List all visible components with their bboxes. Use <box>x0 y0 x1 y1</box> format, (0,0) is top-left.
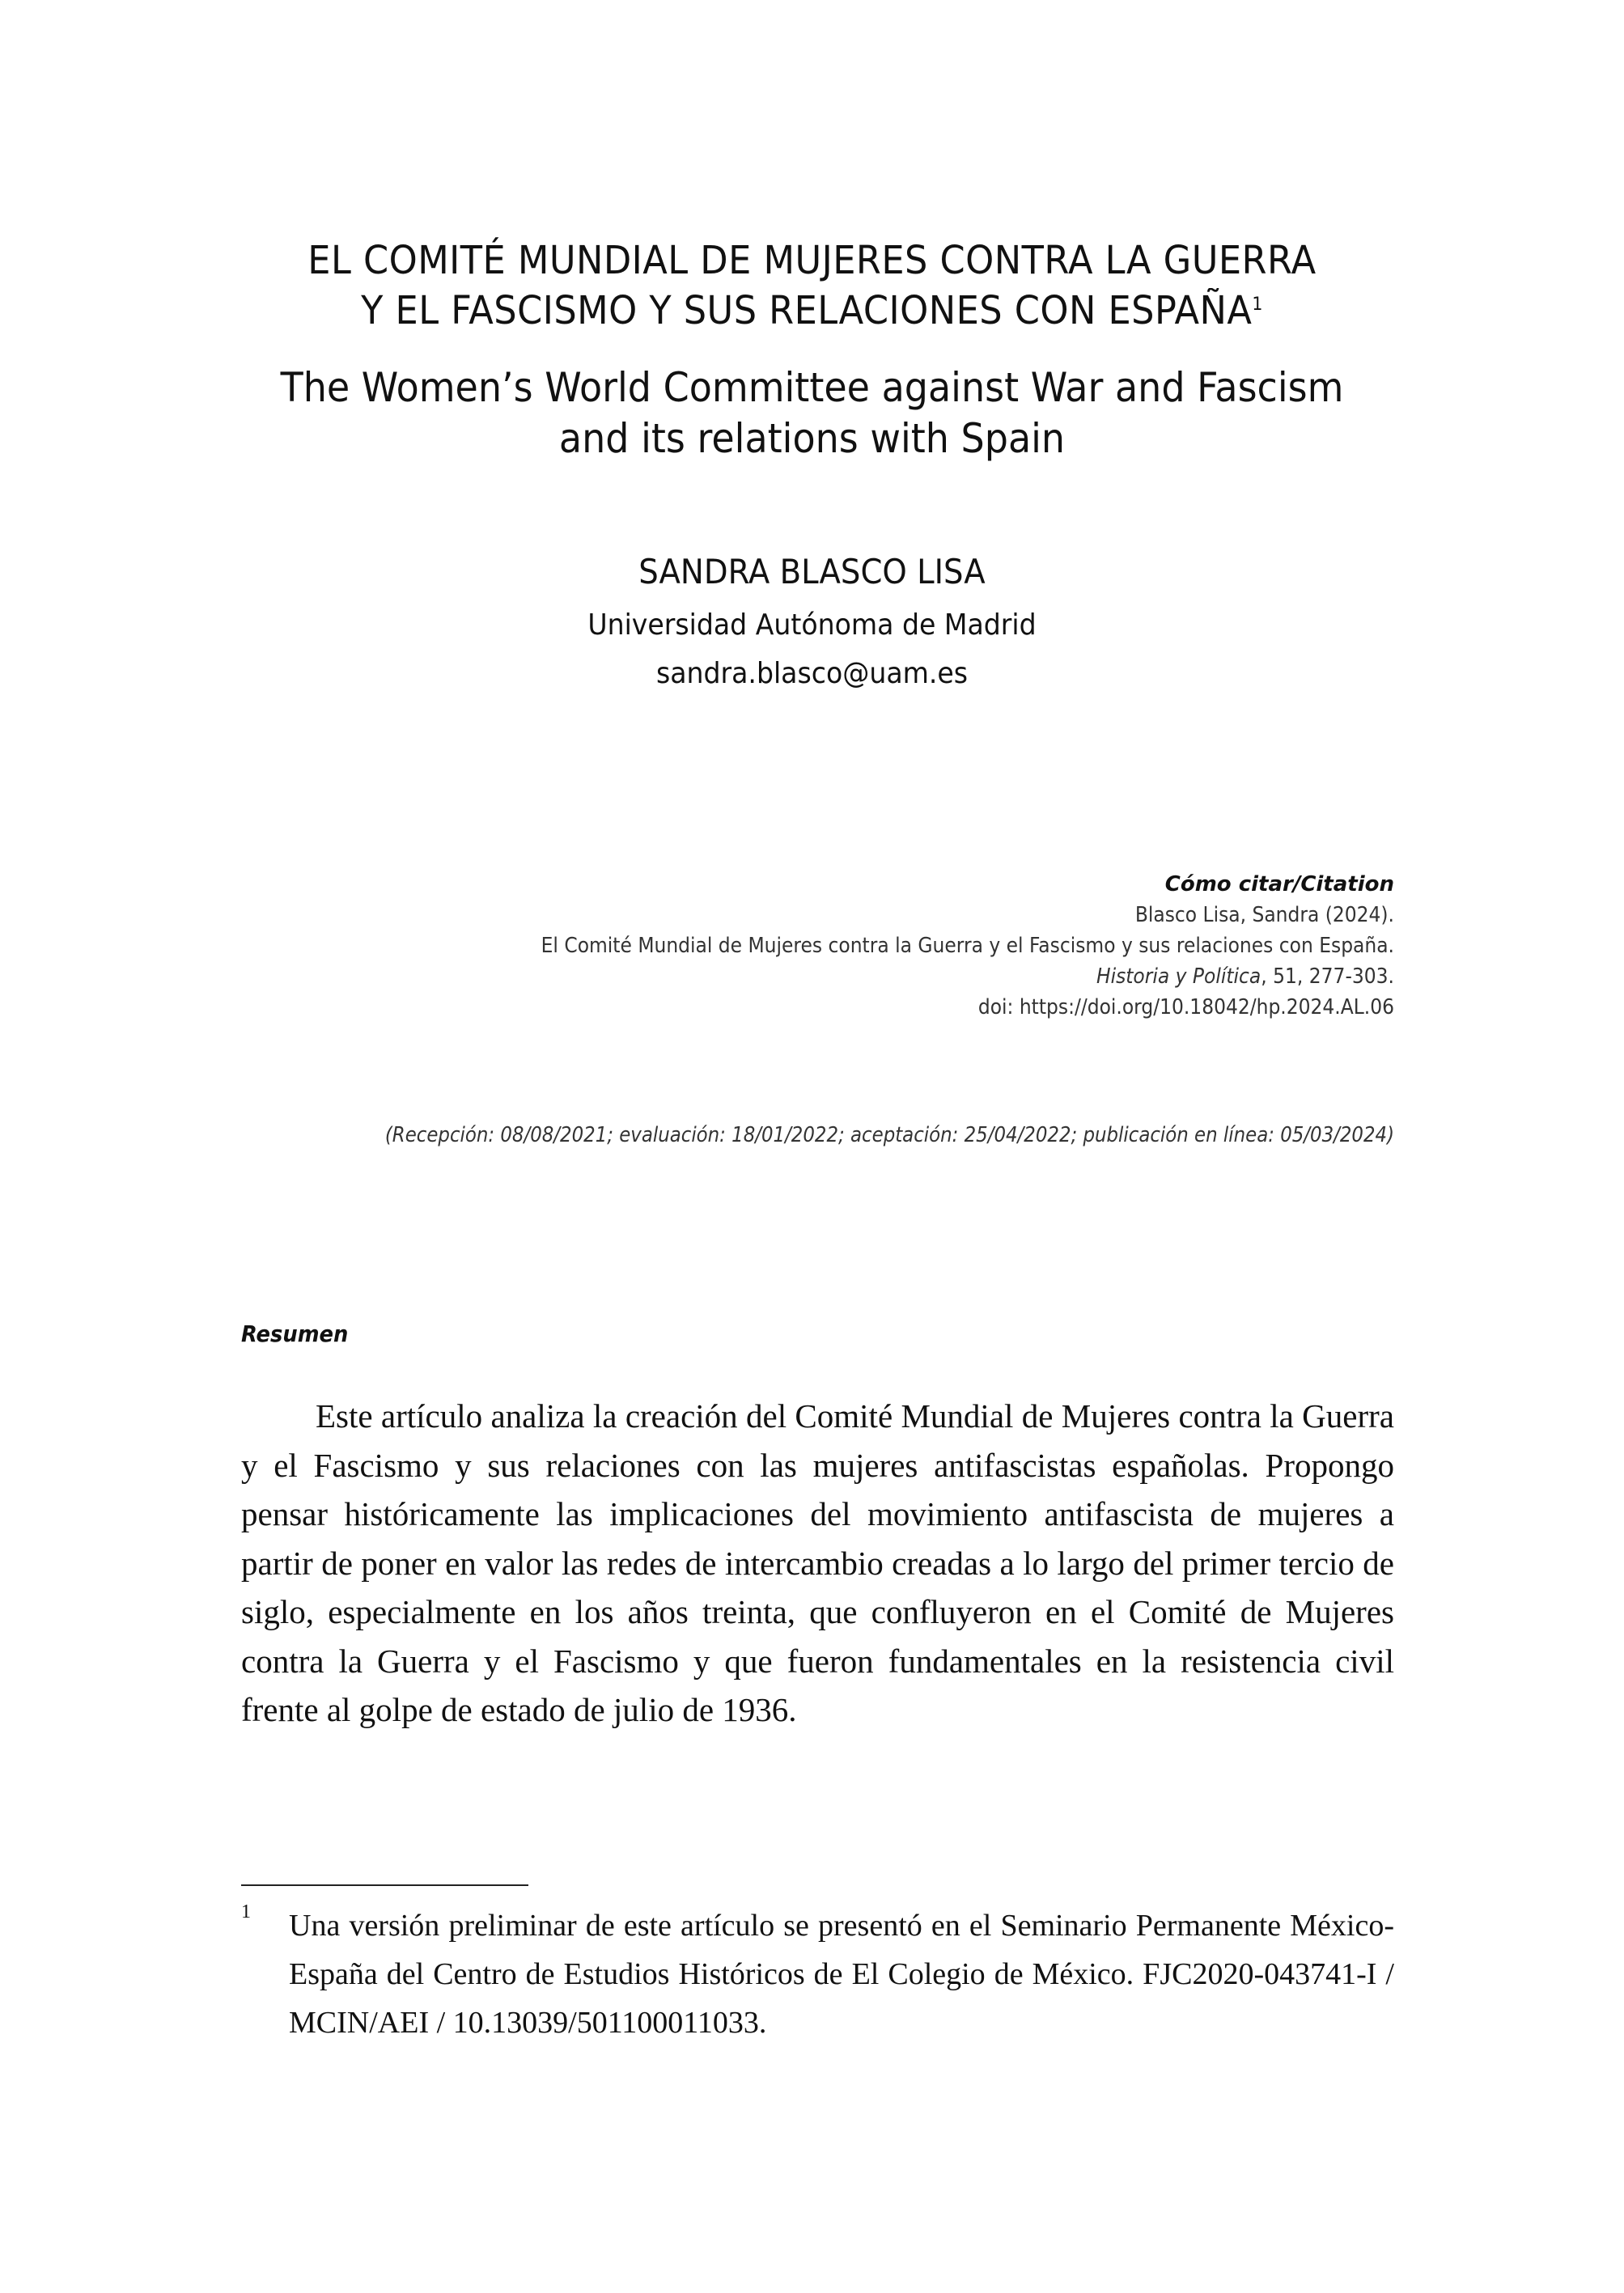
citation-doi[interactable]: doi: https://doi.org/10.18042/hp.2024.AL.06 <box>977 995 1394 1019</box>
citation-author-year: Blasco Lisa, Sandra (2024). <box>1134 903 1394 927</box>
citation-journal: Historia y Política, 51, 277-303. <box>1096 964 1394 989</box>
footnote-divider <box>241 1884 528 1886</box>
citation-block <box>180 869 1394 1023</box>
title-english-line1: The Women’s World Committee against War and Fascism <box>280 364 1344 411</box>
footnote-number: 1 <box>241 1901 251 1922</box>
publication-dates: (Recepción: 08/08/2021; evaluación: 18/01/2022; aceptación: 25/04/2022; publicación en línea: 05/03/2024) <box>384 1123 1394 1147</box>
abstract-heading: Resumen <box>241 1320 349 1347</box>
author-name: SANDRA BLASCO LISA <box>638 552 986 591</box>
title-spanish-line2: Y EL FASCISMO Y SUS RELACIONES CON ESPAÑA$^1$ <box>361 288 1263 333</box>
citation-heading: Cómo citar/Citation <box>1164 872 1394 896</box>
citation-title: El Comité Mundial de Mujeres contra la Guerra y el Fascismo y sus relaciones con España. <box>541 934 1394 958</box>
author-email[interactable]: sandra.blasco@uam.es <box>655 657 969 690</box>
footnote-marker[interactable]: 1 <box>1252 295 1263 315</box>
title-spanish-line1: EL COMITÉ MUNDIAL DE MUJERES CONTRA LA GUERRA <box>307 238 1317 283</box>
abstract-text: Este artículo analiza la creación del Comité Mundial de Mujeres contra la Guerra y el Fascismo y sus relaciones con las mujeres antifascistas españolas. Propongo pensar históricamente las implicaciones del movimiento antifascista de mujeres a partir de poner en valor las redes de intercambio creadas a lo largo del primer tercio de siglo, especialmente en los años treinta, que confluyeron en el Comité de Mujeres contra la Guerra y el Fascismo y que fueron fundamentales en la resistencia civil frente al golpe de estado de julio de 1936. <box>241 1397 1394 1728</box>
footnote-text: Una versión preliminar de este artículo se presentó en el Seminario Permanente México-España del Centro de Estudios Históricos de El Colegio de México. FJC2020-043741-I / MCIN/AEI / 10.13039/501100011033. <box>289 1909 1394 2040</box>
title-english-line2: and its relations with Spain <box>558 415 1066 462</box>
author-affiliation: Universidad Autónoma de Madrid <box>587 608 1037 642</box>
